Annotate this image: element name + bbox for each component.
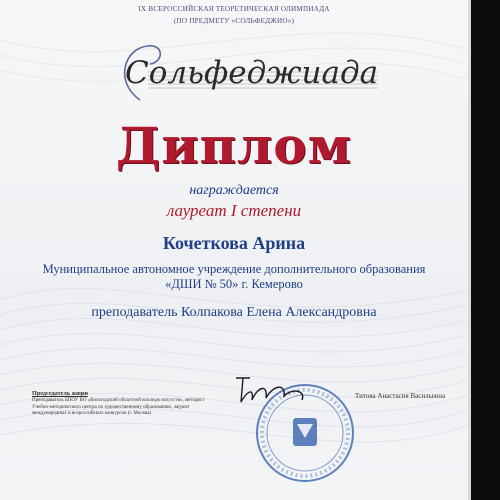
- teacher-name: преподаватель Колпакова Елена Александровна: [91, 305, 377, 320]
- dark-background: [468, 0, 500, 500]
- jury-chair-description: Преподаватель БПОУ ВО «Вологодский областной колледж искусств», методист Учебно-методического центра по художественному образованию, лауреат международных и всероссийских конкурсов (г. Москва): [32, 398, 205, 417]
- laureate-degree: лауреат I степени: [166, 201, 302, 220]
- organization-line-1: Муниципальное автономное учреждение дополнительного образования: [42, 262, 426, 276]
- organization-line-2: «ДШИ № 50» г. Кемерово: [165, 277, 303, 291]
- olympiad-subject: (ПО ПРЕДМЕТУ «СОЛЬФЕДЖИО»): [173, 17, 295, 25]
- awarded-label: награждается: [189, 183, 279, 198]
- brand-name: Сольфеджиада: [125, 55, 379, 91]
- jury-chair-title: Председатель жюри: [32, 390, 88, 397]
- diploma-title: Диплом: [115, 116, 353, 175]
- olympiad-title: IX ВСЕРОССИЙСКАЯ ТЕОРЕТИЧЕСКАЯ ОЛИМПИАДА: [138, 5, 330, 13]
- sheet-edge: [468, 0, 471, 500]
- signature: [228, 370, 358, 410]
- signature-name: Титова Анастасия Васильевна: [355, 392, 446, 400]
- recipient-name: Кочеткова Арина: [162, 233, 306, 253]
